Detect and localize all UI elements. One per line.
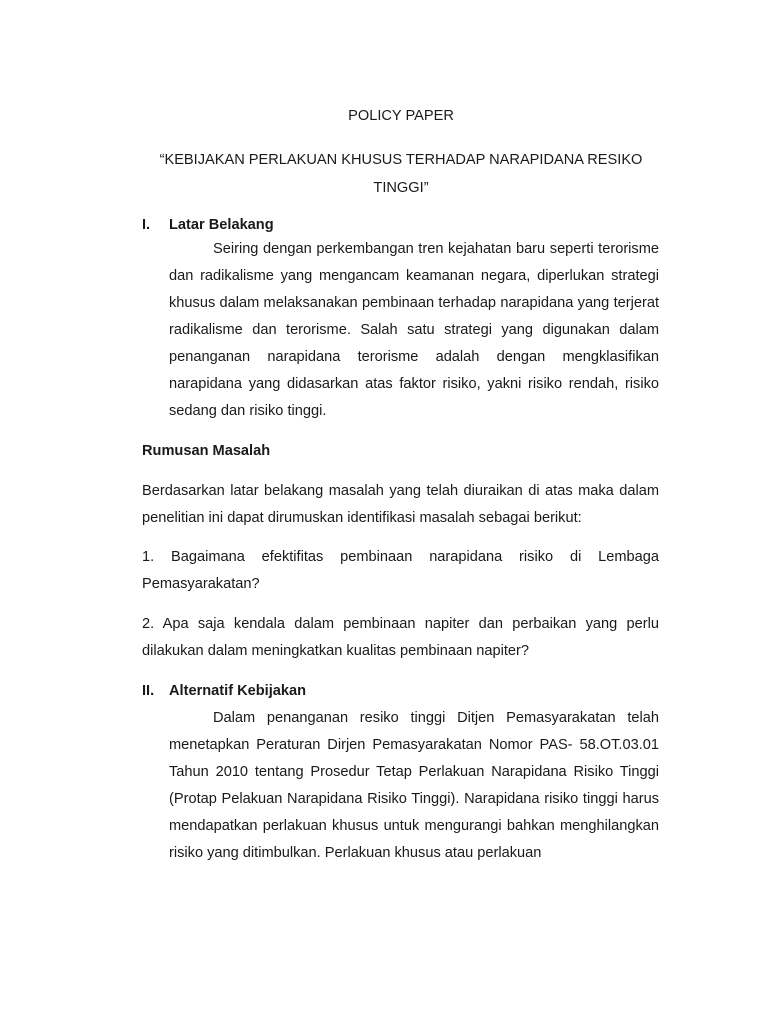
rumusan-intro-paragraph: Berdasarkan latar belakang masalah yang telah diuraikan di atas maka dalam penelitian ini dapat dirumuskan identifikasi masalah sebagai berikut: <box>142 483 659 526</box>
rumusan-item-1: 1. Bagaimana efektifitas pembinaan narapidana risiko di Lembaga Pemasyarakatan? <box>142 549 659 592</box>
section-1-number: I. <box>142 217 151 233</box>
section-2-heading <box>142 683 306 699</box>
rumusan-masalah-heading: Rumusan Masalah <box>142 443 271 459</box>
alternatif-paragraph: Dalam penanganan resiko tinggi Ditjen Pemasyarakatan telah menetapkan Peraturan Dirjen Pemasyarakatan Nomor PAS- 58.OT.03.01 Tahun 2010 tentang Prosedur Tetap Perlakuan Narapidana Risiko Tinggi (Protap Pelakuan Narapidana Risiko Tinggi). Narapidana risiko tinggi harus mendapatkan perlakuan khusus untuk mengurangi bahkan menghilangkan risiko yang ditimbulkan. Perlakuan khusus atau perlakuan <box>169 710 659 861</box>
section-2-number: II. <box>142 683 155 699</box>
rumusan-item-2: 2. Apa saja kendala dalam pembinaan napiter dan perbaikan yang perlu dilakukan dalam meningkatkan kualitas pembinaan napiter? <box>142 616 659 659</box>
section-1-title: Latar Belakang <box>169 217 274 233</box>
background-paragraph: Seiring dengan perkembangan tren kejahatan baru seperti terorisme dan radikalisme yang mengancam keamanan negara, diperlukan strategi khusus dalam melaksanakan pembinaan terhadap narapidana yang terjerat radikalisme dan terorisme. Salah satu strategi yang digunakan dalam penanganan narapidana terorisme adalah dengan mengklasifikan narapidana yang didasarkan atas faktor risiko, yakni risiko rendah, risiko sedang dan risiko tinggi. <box>169 241 659 419</box>
document-subtitle: “KEBIJAKAN PERLAKUAN KHUSUS TERHADAP NARAPIDANA RESIKO TINGGI” <box>159 152 643 196</box>
document-title: POLICY PAPER <box>348 108 454 124</box>
section-2-title: Alternatif Kebijakan <box>169 683 307 699</box>
section-1-heading <box>142 217 274 233</box>
